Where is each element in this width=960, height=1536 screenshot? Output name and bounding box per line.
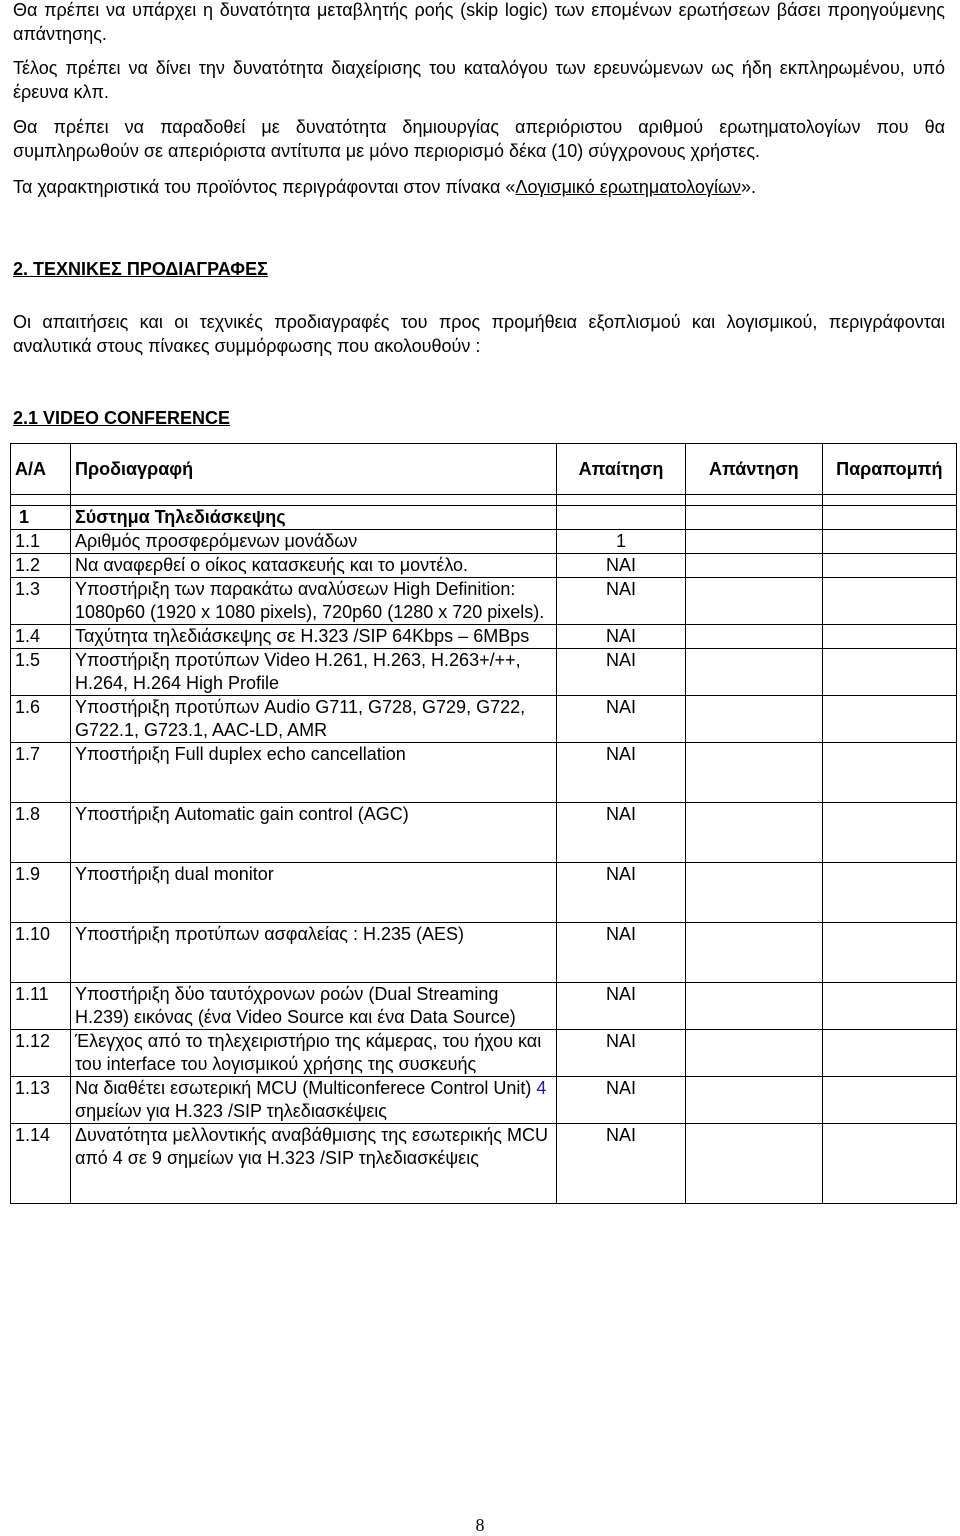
header-reference: Παραπομπή bbox=[822, 444, 956, 495]
row-answer bbox=[686, 578, 822, 625]
row-num: 1.11 bbox=[11, 983, 71, 1030]
row-requirement: ΝΑΙ bbox=[556, 1077, 685, 1124]
row-reference bbox=[822, 696, 956, 743]
group-row bbox=[11, 506, 957, 530]
questionnaire-software-link[interactable]: Λογισμικό ερωτηματολογίων bbox=[515, 177, 742, 197]
row-answer bbox=[686, 530, 822, 554]
row-answer bbox=[686, 863, 822, 923]
row-spec: Υποστήριξη δύο ταυτόχρονων ροών (Dual Streaming H.239) εικόνας (ένα Video Source και ένα Data Source) bbox=[70, 983, 556, 1030]
row-spec: Αριθμός προσφερόμενων μονάδων bbox=[70, 530, 556, 554]
row-reference bbox=[822, 803, 956, 863]
row-spec: Υποστήριξη dual monitor bbox=[70, 863, 556, 923]
intro-paragraph-3: Θα πρέπει να παραδοθεί με δυνατότητα δημιουργίας απεριόριστου αριθμού ερωτηματολογίων που θα συμπληρωθούν σε απεριόριστα αντίτυπα με μόνο περιορισμό δέκα (10) σύγχρονους χρήστες. bbox=[13, 117, 945, 161]
table-row bbox=[11, 554, 957, 578]
row-reference bbox=[822, 1124, 956, 1204]
intro-p4-prefix: Τα χαρακτηριστικά του προϊόντος περιγράφονται στον πίνακα « bbox=[13, 177, 516, 197]
row-requirement: ΝΑΙ bbox=[556, 1030, 685, 1077]
row-num: 1.2 bbox=[11, 554, 71, 578]
row-num: 1.10 bbox=[11, 923, 71, 983]
row-requirement: ΝΑΙ bbox=[556, 578, 685, 625]
row-num: 1.1 bbox=[11, 530, 71, 554]
row-requirement: ΝΑΙ bbox=[556, 649, 685, 696]
table-row bbox=[11, 743, 957, 803]
row-requirement: ΝΑΙ bbox=[556, 696, 685, 743]
row-reference bbox=[822, 983, 956, 1030]
row-spec: Υποστήριξη των παρακάτω αναλύσεων High Definition: 1080p60 (1920 x 1080 pixels), 720p60 (1280 x 720 pixels). bbox=[70, 578, 556, 625]
row-num: 1.6 bbox=[11, 696, 71, 743]
row-reference bbox=[822, 923, 956, 983]
row-num: 1.13 bbox=[11, 1077, 71, 1124]
section-2-1-heading: 2.1 VIDEO CONFERENCE bbox=[13, 408, 231, 428]
row-answer bbox=[686, 1077, 822, 1124]
section-2-heading: 2. ΤΕΧΝΙΚΕΣ ΠΡΟΔΙΑΓΡΑΦΕΣ bbox=[13, 259, 268, 279]
row-answer bbox=[686, 696, 822, 743]
row-requirement: ΝΑΙ bbox=[556, 983, 685, 1030]
compliance-table bbox=[10, 443, 957, 1204]
table-row bbox=[11, 530, 957, 554]
row-spec: Υποστήριξη Automatic gain control (AGC) bbox=[70, 803, 556, 863]
row-requirement: ΝΑΙ bbox=[556, 625, 685, 649]
row-answer bbox=[686, 803, 822, 863]
row-answer bbox=[686, 923, 822, 983]
table-row bbox=[11, 983, 957, 1030]
row-spec: Έλεγχος από το τηλεχειριστήριο της κάμερας, του ήχου και του interface του λογισμικού χρήσης της συσκευής bbox=[70, 1030, 556, 1077]
table-row bbox=[11, 863, 957, 923]
row-spec: Υποστήριξη προτύπων Audio G711, G728, G729, G722, G722.1, G723.1, AAC-LD, AMR bbox=[70, 696, 556, 743]
section-2-text: Οι απαιτήσεις και οι τεχνικές προδιαγραφές του προς προμήθεια εξοπλισμού και λογισμικού, περιγράφονται αναλυτικά στους πίνακες συμμόρφωσης που ακολουθούν : bbox=[13, 312, 945, 356]
row-num: 1.4 bbox=[11, 625, 71, 649]
row-spec: Υποστήριξη προτύπων ασφαλείας : H.235 (AES) bbox=[70, 923, 556, 983]
row-spec: Υποστήριξη Full duplex echo cancellation bbox=[70, 743, 556, 803]
row-answer bbox=[686, 983, 822, 1030]
row-num: 1.5 bbox=[11, 649, 71, 696]
intro-p4-suffix: ». bbox=[741, 177, 757, 197]
row-spec: Να αναφερθεί ο οίκος κατασκευής και το μοντέλο. bbox=[70, 554, 556, 578]
table-row bbox=[11, 923, 957, 983]
row-num: 1.12 bbox=[11, 1030, 71, 1077]
table-row bbox=[11, 649, 957, 696]
row-reference bbox=[822, 530, 956, 554]
row-answer bbox=[686, 1124, 822, 1204]
row-reference bbox=[822, 649, 956, 696]
row-num: 1.7 bbox=[11, 743, 71, 803]
row-answer bbox=[686, 1030, 822, 1077]
intro-paragraph-2: Τέλος πρέπει να δίνει την δυνατότητα διαχείρισης του καταλόγου των ερευνώμενων ως ήδη εκπληρωμένου, υπό έρευνα κλπ. bbox=[13, 58, 945, 102]
intro-paragraph-1: Θα πρέπει να υπάρχει η δυνατότητα μεταβλητής ροής (skip logic) των επομένων ερωτήσεων βάσει προηγούμενης απάντησης. bbox=[13, 0, 945, 44]
row-reference bbox=[822, 863, 956, 923]
row-spec: Ταχύτητα τηλεδιάσκεψης σε H.323 /SIP 64Kbps – 6MBps bbox=[70, 625, 556, 649]
header-aa: Α/Α bbox=[11, 444, 71, 495]
row-reference bbox=[822, 578, 956, 625]
table-header-row bbox=[11, 444, 957, 495]
row-num: 1.8 bbox=[11, 803, 71, 863]
row-requirement: ΝΑΙ bbox=[556, 743, 685, 803]
table-row bbox=[11, 803, 957, 863]
row-reference bbox=[822, 1030, 956, 1077]
table-row bbox=[11, 696, 957, 743]
row-reference bbox=[822, 1077, 956, 1124]
row-reference bbox=[822, 625, 956, 649]
row-requirement: ΝΑΙ bbox=[556, 803, 685, 863]
intro-paragraph-4 bbox=[13, 175, 945, 199]
row-answer bbox=[686, 625, 822, 649]
row-requirement: ΝΑΙ bbox=[556, 863, 685, 923]
row-requirement: ΝΑΙ bbox=[556, 923, 685, 983]
row-reference bbox=[822, 554, 956, 578]
table-row bbox=[11, 1124, 957, 1204]
row-spec-count: 4 bbox=[536, 1078, 547, 1098]
table-row bbox=[11, 625, 957, 649]
table-row bbox=[11, 1077, 957, 1124]
row-spec-part: σημείων για H.323 /SIP τηλεδιασκέψεις bbox=[74, 1101, 387, 1121]
row-requirement: ΝΑΙ bbox=[556, 1124, 685, 1204]
header-answer: Απάντηση bbox=[686, 444, 822, 495]
row-spec: Δυνατότητα μελλοντικής αναβάθμισης της εσωτερικής MCU από 4 σε 9 σημείων για H.323 /SIP τηλεδιασκέψεις bbox=[70, 1124, 556, 1204]
row-answer bbox=[686, 743, 822, 803]
header-requirement: Απαίτηση bbox=[556, 444, 685, 495]
page-number: 8 bbox=[475, 1515, 485, 1535]
row-requirement: ΝΑΙ bbox=[556, 554, 685, 578]
row-answer bbox=[686, 649, 822, 696]
row-spec bbox=[70, 1077, 556, 1124]
table-row bbox=[11, 578, 957, 625]
row-spec-part: Να διαθέτει εσωτερική MCU (Multiconferece Control Unit) bbox=[74, 1078, 537, 1098]
row-answer bbox=[686, 554, 822, 578]
group-title: Σύστημα Τηλεδιάσκεψης bbox=[70, 506, 556, 530]
row-spec: Υποστήριξη προτύπων Video H.261, H.263, H.263+/++, H.264, H.264 High Profile bbox=[70, 649, 556, 696]
row-requirement: 1 bbox=[556, 530, 685, 554]
row-reference bbox=[822, 743, 956, 803]
group-num: 1 bbox=[11, 506, 71, 530]
row-num: 1.9 bbox=[11, 863, 71, 923]
header-spec: Προδιαγραφή bbox=[70, 444, 556, 495]
row-num: 1.3 bbox=[11, 578, 71, 625]
table-row bbox=[11, 1030, 957, 1077]
row-num: 1.14 bbox=[11, 1124, 71, 1204]
